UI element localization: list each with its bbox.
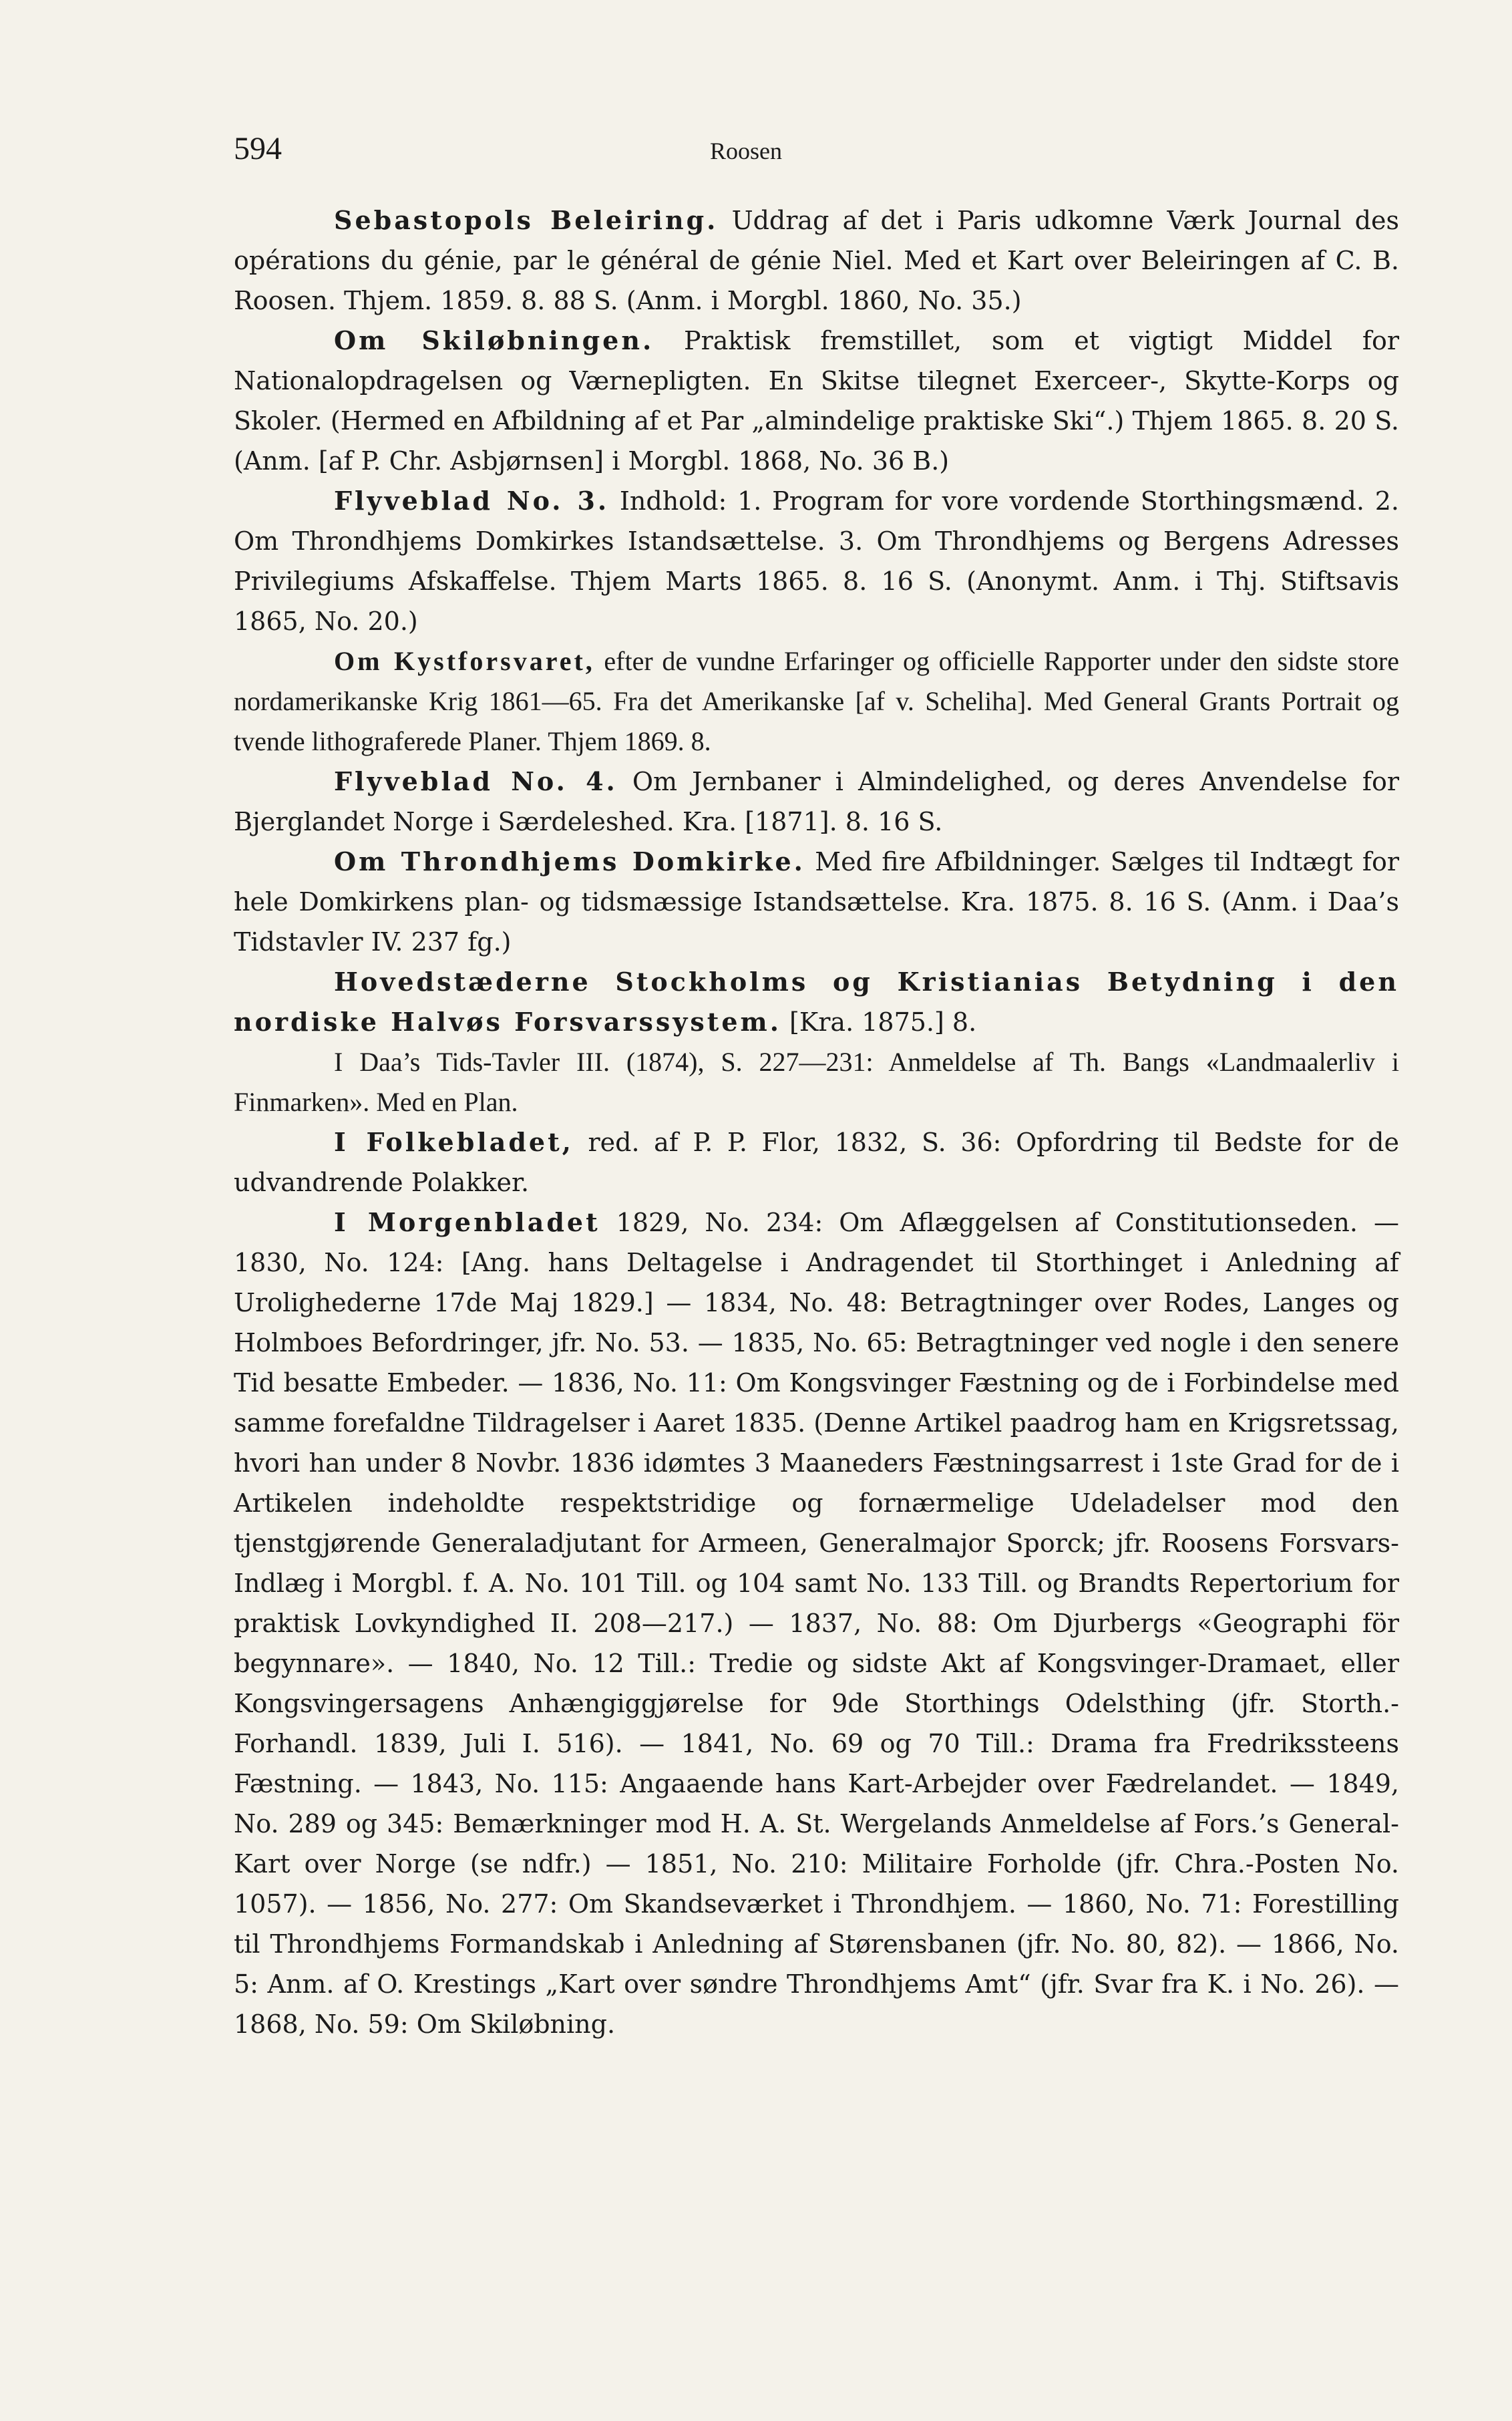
running-title: Roosen <box>710 138 782 164</box>
entry-body: Uddrag af det i Paris udkomne Værk Journal des opérations du génie, par le général de génie Niel. Med et Kart over Beleiringen af C. B. Roosen. Thjem. 1859. 8. 88 S. (Anm. i Morgbl. 1860, No. 35.) <box>234 206 1399 315</box>
page-number: 594 <box>234 131 282 166</box>
entry-title: Om Skiløbningen. <box>334 325 654 355</box>
entry-body: red. af P. P. Flor, 1832, S. 36: Opfordring til Bedste for de udvandrende Polakker. <box>234 1128 1399 1197</box>
bibliography-entry <box>234 200 1399 321</box>
entry-title: Om Throndhjems Domkirke. <box>334 846 805 876</box>
entry-body: I Daa’s Tids-Tavler III. (1874), S. 227—231: Anmeldelse af Th. Bangs «Landmaalerliv i Finmarken». Med en Plan. <box>234 1047 1399 1117</box>
entry-title: Flyveblad No. 4. <box>334 766 618 796</box>
entry-body: Med fire Afbildninger. Sælges til Indtægt for hele Domkirkens plan- og tidsmæssige Istandsættelse. Kra. 1875. 8. 16 S. (Anm. i Daa’s Tidstavler IV. 237 fg.) <box>234 847 1399 957</box>
bibliography-entry <box>234 321 1399 481</box>
bibliography-entry <box>234 842 1399 962</box>
bibliography-entry <box>234 1042 1399 1122</box>
bibliography-entry <box>234 1202 1399 2044</box>
entry-body: Om Jernbaner i Almindelighed, og deres Anvendelse for Bjerglandet Norge i Særdeleshed. Kra. [1871]. 8. 16 S. <box>234 767 1399 836</box>
bibliography-entry <box>234 962 1399 1042</box>
entry-title: Om Kystforsvaret, <box>334 646 595 676</box>
entry-title: I Morgenbladet <box>334 1207 600 1237</box>
bibliography-entry <box>234 481 1399 641</box>
bibliography-text <box>234 200 1399 2044</box>
running-head <box>234 130 1258 177</box>
entry-title: I Folkebladet, <box>334 1127 574 1157</box>
bibliography-entry <box>234 1122 1399 1202</box>
bibliography-entry <box>234 762 1399 842</box>
entry-body: [Kra. 1875.] 8. <box>781 1007 977 1037</box>
entry-title: Flyveblad No. 3. <box>334 486 610 516</box>
entry-body: Praktisk fremstillet, som et vigtigt Middel for Nationalopdragelsen og Værnepligten. En Skitse tilegnet Exerceer-, Skytte-Korps og Skoler. (Hermed en Afbildning af et Par „almindelige praktiske Ski“.) Thjem 1865. 8. 20 S. (Anm. [af P. Chr. Asbjørnsen] i Morgbl. 1868, No. 36 B.) <box>234 326 1399 476</box>
entry-title: Hovedstæderne Stockholms og Kristianias Betydning i den nordiske Halvøs Forsvarssystem. <box>234 967 1399 1037</box>
entry-body: efter de vundne Erfaringer og officielle Rapporter under den sidste store nordamerikanske Krig 1861—65. Fra det Amerikanske [af v. Scheliha]. Med General Grants Portrait og tvende lithograferede Planer. Thjem 1869. 8. <box>234 646 1400 756</box>
entry-title: Sebastopols Beleiring. <box>334 205 719 235</box>
entry-body: 1829, No. 234: Om Aflæggelsen af Constitutionseden. — 1830, No. 124: [Ang. hans Deltagelse i Andragendet til Storthinget i Anledning af Urolighederne 17de Maj 1829.] — 1834, No. 48: Betragtninger over Rodes, Langes og Holmboes Befordringer, jfr. No. 53. — 1835, No. 65: Betragtninger ved nogle i den senere Tid besatte Embeder. — 1836, No. 11: Om Kongsvinger Fæstning og de i Forbindelse med samme forefaldne Tildragelser i Aaret 1835. (Denne Artikel paadrog ham en Krigsretssag, hvori han under 8 Novbr. 1836 idømtes 3 Maaneders Fæstningsarrest i 1ste Grad for de i Artikelen indeholdte respektstridige og fornærmelige Udeladelser mod den tjenstgjørende Generaladjutant for Armeen, Generalmajor Sporck; jfr. Roosens Forsvars-Indlæg i Morgbl. f. A. No. 101 Till. og 104 samt No. 133 Till. og Brandts Repertorium for praktisk Lovkyndighed II. 208—217.) — 1837, No. 88: Om Djurbergs «Geographi för begynnare». — 1840, No. 12 Till.: Tredie og sidste Akt af Kongsvinger-Dramaet, eller Kongsvingersagens Anhængiggjørelse for 9de Storthings Odelsthing (jfr. Storth.-Forhandl. 1839, Juli I. 516). — 1841, No. 69 og 70 Till.: Drama fra Fredrikssteens Fæstning. — 1843, No. 115: Angaaende hans Kart-Arbejder over Fædrelandet. — 1849, No. 289 og 345: Bemærkninger mod H. A. St. Wergelands Anmeldelse af Fors.’s General-Kart over Norge (se ndfr.) — 1851, No. 210: Militaire Forholde (jfr. Chra.-Posten No. 1057). — 1856, No. 277: Om Skandseværket i Throndhjem. — 1860, No. 71: Forestilling til Throndhjems Formandskab i Anledning af Størensbanen (jfr. No. 80, 82). — 1866, No. 5: Anm. af O. Krestings „Kart over søndre Throndhjems Amt“ (jfr. Svar fra K. i No. 26). — 1868, No. 59: Om Skiløbning. <box>234 1208 1399 2039</box>
bibliography-entry <box>234 641 1399 762</box>
entry-body: Indhold: 1. Program for vore vordende Storthingsmænd. 2. Om Throndhjems Domkirkes Istandsættelse. 3. Om Throndhjems og Bergens Adresses Privilegiums Afskaffelse. Thjem Marts 1865. 8. 16 S. (Anonymt. Anm. i Thj. Stiftsavis 1865, No. 20.) <box>234 486 1399 636</box>
